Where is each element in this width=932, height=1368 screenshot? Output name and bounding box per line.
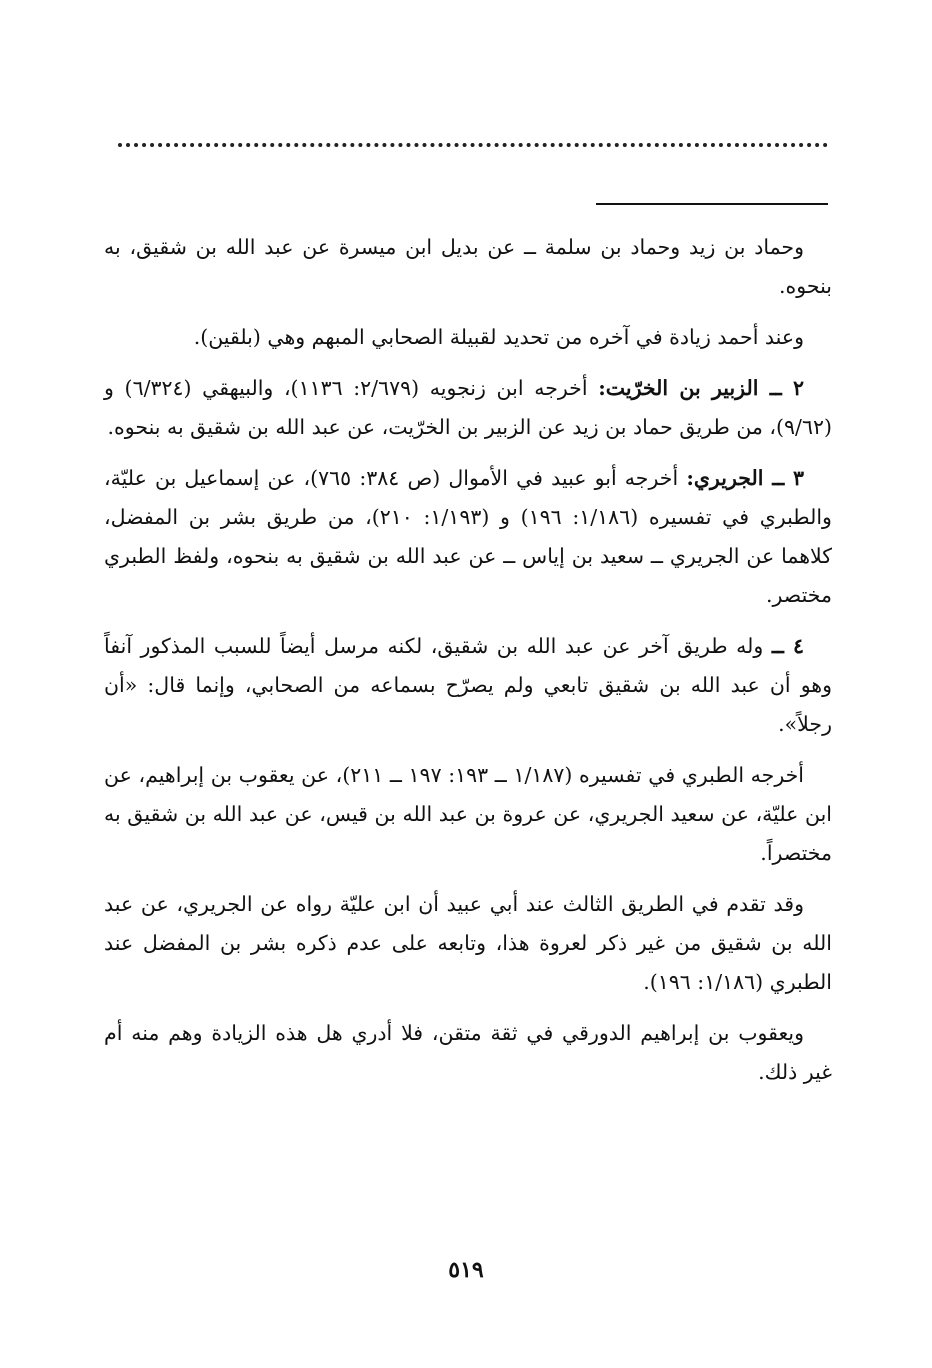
paragraph-5	[104, 627, 832, 744]
paragraph-7	[104, 885, 832, 1002]
paragraph-3-lead: ٢ ــ الزبير بن الخرّيت:	[598, 376, 804, 400]
paragraph-5-lead: ٤ ــ	[771, 634, 804, 658]
paragraph-3-text: أخرجه ابن زنجويه (٢/٦٧٩: ١١٣٦)، والبيهقي (٦/٣٢٤) و (٩/٦٢)، من طريق حماد بن زيد عن الزبير بن الخرّيت، عن عبد الله بن شقيق به بنحوه.	[104, 376, 832, 439]
paragraph-7-text: وقد تقدم في الطريق الثالث عند أبي عبيد أن ابن عليّة رواه عن الجريري، عن عبد الله بن شقيق من غير ذكر لعروة هذا، وتابعه على عدم ذكره بشر بن المفضل عند الطبري (١/١٨٦: ١٩٦).	[104, 892, 832, 994]
paragraph-6-text: أخرجه الطبري في تفسيره (١/١٨٧ ــ ١٩٣: ١٩٧ ــ ٢١١)، عن يعقوب بن إبراهيم، عن ابن عليّة، عن سعيد الجريري، عن عروة بن عبد الله بن قيس، عن عبد الله بن شقيق به مختصراً.	[104, 763, 832, 865]
footnote-rule	[596, 203, 828, 205]
paragraph-2	[104, 318, 832, 357]
paragraph-4-lead: ٣ ــ الجريري:	[686, 466, 805, 490]
paragraph-3	[104, 369, 832, 447]
paragraph-8	[104, 1014, 832, 1092]
paragraph-1	[104, 228, 832, 306]
page-number: ٥١٩	[448, 1257, 484, 1283]
footnote-text-block	[104, 228, 832, 1104]
paragraph-6	[104, 756, 832, 873]
paragraph-5-text: وله طريق آخر عن عبد الله بن شقيق، لكنه مرسل أيضاً للسبب المذكور آنفاً وهو أن عبد الله بن شقيق تابعي ولم يصرّح بسماعه من الصحابي، وإنما قال: «أن رجلاً».	[104, 634, 832, 736]
paragraph-8-text: ويعقوب بن إبراهيم الدورقي في ثقة متقن، فلا أدري هل هذه الزيادة وهم منه أم غير ذلك.	[104, 1021, 832, 1084]
paragraph-4	[104, 459, 832, 615]
dotted-separator	[118, 143, 828, 153]
paragraph-1-text: وحماد بن زيد وحماد بن سلمة ــ عن بديل ابن ميسرة عن عبد الله بن شقيق، به بنحوه.	[104, 235, 832, 298]
paragraph-4-text: أخرجه أبو عبيد في الأموال (ص ٣٨٤: ٧٦٥)، عن إسماعيل بن عليّة، والطبري في تفسيره (١/١٨٦: ١٩٦) و (١/١٩٣: ٢١٠)، من طريق بشر بن المفضل، كلاهما عن الجريري ــ سعيد بن إياس ــ عن عبد الله بن شقيق به بنحوه، ولفظ الطبري مختصر.	[104, 466, 832, 607]
paragraph-2-text: وعند أحمد زيادة في آخره من تحديد لقبيلة الصحابي المبهم وهي (بلقين).	[193, 325, 804, 349]
